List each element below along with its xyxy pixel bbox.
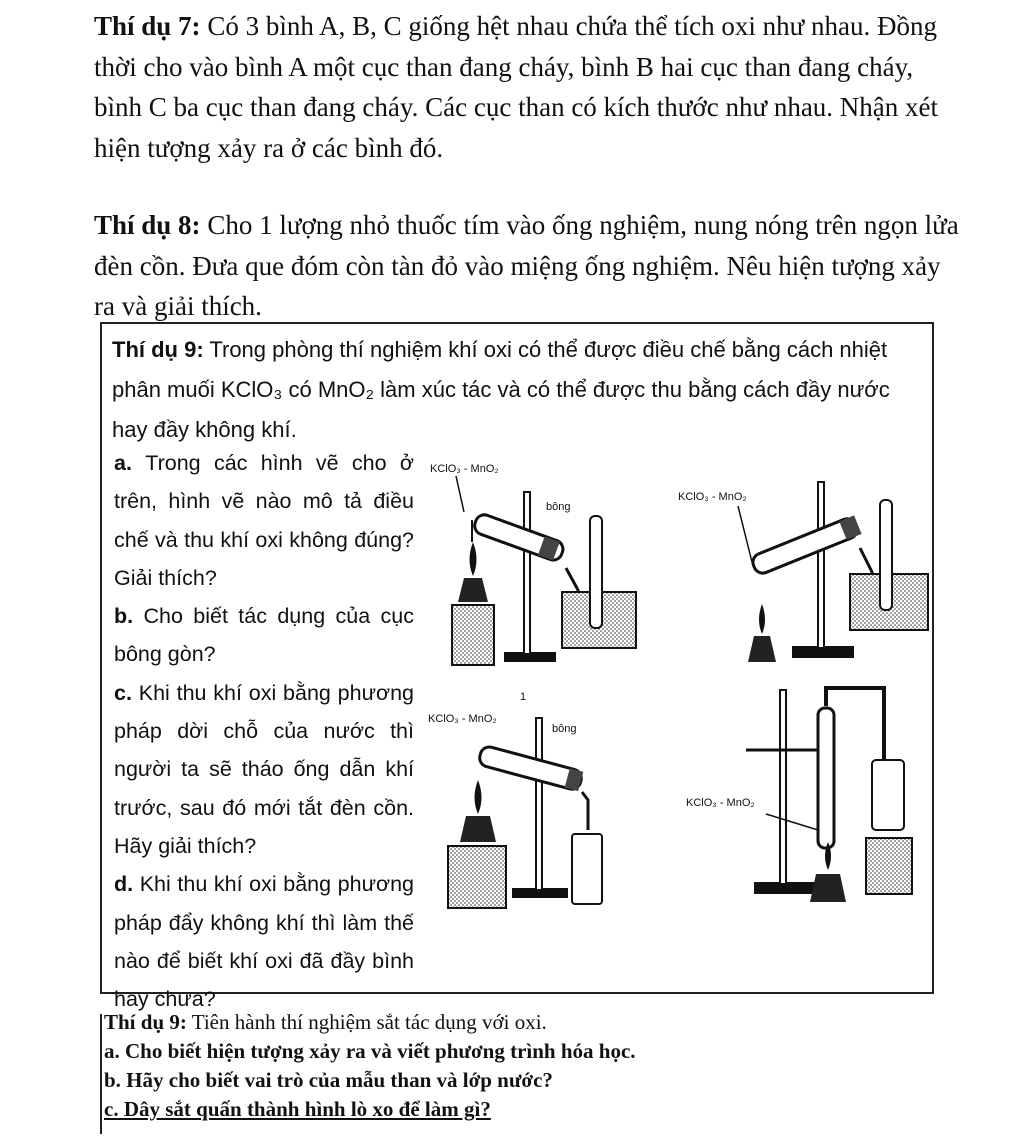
fig2-stand-rod xyxy=(818,482,824,648)
figure-3 xyxy=(428,713,602,908)
fig3-stand-rod xyxy=(536,718,542,890)
fig1-collection-tube xyxy=(590,516,602,628)
example-9-intro-text: Trong phòng thí nghiệm khí oxi có thể được điều chế bằng cách nhiệt phân muối KClO₃ có MnO₂ làm xúc tác và có thể được thu bằng cách đầy nước hay đầy không khí. xyxy=(112,337,890,442)
question-a: a. Trong các hình vẽ cho ở trên, hình vẽ nào mô tả điều chế và thu khí oxi không đúng? Giải thích? xyxy=(114,451,415,590)
iron-question-a: a. Cho biết hiện tượng xảy ra và viết phương trình hóa học. xyxy=(104,1039,636,1063)
example-9-iron-bar xyxy=(100,1014,102,1134)
fig3-flame-icon xyxy=(475,780,482,814)
fig2-flame-icon xyxy=(759,604,765,634)
example-9-intro xyxy=(112,330,927,450)
fig2-burner-icon xyxy=(748,636,776,662)
fig1-block xyxy=(452,605,494,665)
figure-4 xyxy=(686,688,912,902)
fig3-collection-jar xyxy=(572,834,602,904)
fig3-reagent-label: KClO₃ - MnO₂ xyxy=(428,713,497,725)
example-8-text: Cho 1 lượng nhỏ thuốc tím vào ống nghiệm, nung nóng trên ngọn lửa đèn cồn. Đưa que đóm còn tàn đỏ vào miệng ống nghiệm. Nêu hiện tượng xảy ra và giải thích. xyxy=(94,210,959,321)
fig3-burner-icon xyxy=(460,816,496,842)
example-9-iron xyxy=(104,1008,954,1124)
example-7-text: Có 3 bình A, B, C giống hệt nhau chứa thể tích oxi như nhau. Đồng thời cho vào bình A một cục than đang cháy, bình B hai cục than đang cháy, bình C ba cục than đang cháy. Các cục than có kích thước như nhau. Nhận xét hiện tượng xảy ra ở các bình đó. xyxy=(94,11,939,163)
example-7 xyxy=(94,6,964,168)
figure-1 xyxy=(430,463,636,665)
fig3-block xyxy=(448,846,506,908)
question-b: b. Cho biết tác dụng của cục bông gòn? xyxy=(114,604,414,667)
fig1-burner-icon xyxy=(458,578,488,602)
example-9-iron-title: Thí dụ 9: xyxy=(104,1010,187,1034)
fig4-test-tube xyxy=(818,708,834,848)
iron-question-c: c. Dây sắt quấn thành hình lò xo để làm gì? xyxy=(104,1097,491,1121)
fig4-burner-icon xyxy=(810,874,846,902)
example-9-iron-intro: Tiên hành thí nghiệm sắt tác dụng với oxi. xyxy=(191,1010,547,1034)
example-9-questions xyxy=(114,444,414,1018)
iron-question-b: b. Hãy cho biết vai trò của mẫu than và lớp nước? xyxy=(104,1068,553,1092)
fig2-reagent-label: KClO₃ - MnO₂ xyxy=(678,491,747,503)
fig2-collection-tube xyxy=(880,500,892,610)
fig1-stand-rod xyxy=(524,492,530,654)
apparatus-figures xyxy=(420,450,935,930)
fig4-stand-rod xyxy=(780,690,786,884)
fig4-block xyxy=(866,838,912,894)
fig1-reagent-label: KClO₃ - MnO₂ xyxy=(430,463,499,475)
figure-2 xyxy=(678,482,928,662)
fig1-flame-icon xyxy=(470,542,477,576)
example-8-title: Thí dụ 8: xyxy=(94,210,201,240)
example-8 xyxy=(94,205,964,327)
fig1-cotton-label: bông xyxy=(546,501,571,513)
fig4-collection-jar xyxy=(872,760,904,830)
figure-number-label: 1 xyxy=(520,691,527,703)
fig4-reagent-label: KClO₃ - MnO₂ xyxy=(686,797,755,809)
question-d: d. Khi thu khí oxi bằng phương pháp đẩy không khí thì làm thế nào để biết khí oxi đã đầy bình hay chưa? xyxy=(114,872,414,1012)
example-7-title: Thí dụ 7: xyxy=(94,11,201,41)
example-9-title: Thí dụ 9: xyxy=(112,337,204,362)
fig3-cotton-label: bông xyxy=(552,723,577,735)
question-c: c. Khi thu khí oxi bằng phương pháp dời chỗ của nước thì người ta sẽ tháo ống dẫn khí trước, sau đó mới tắt đèn cồn. Hãy giải thích? xyxy=(114,680,414,858)
